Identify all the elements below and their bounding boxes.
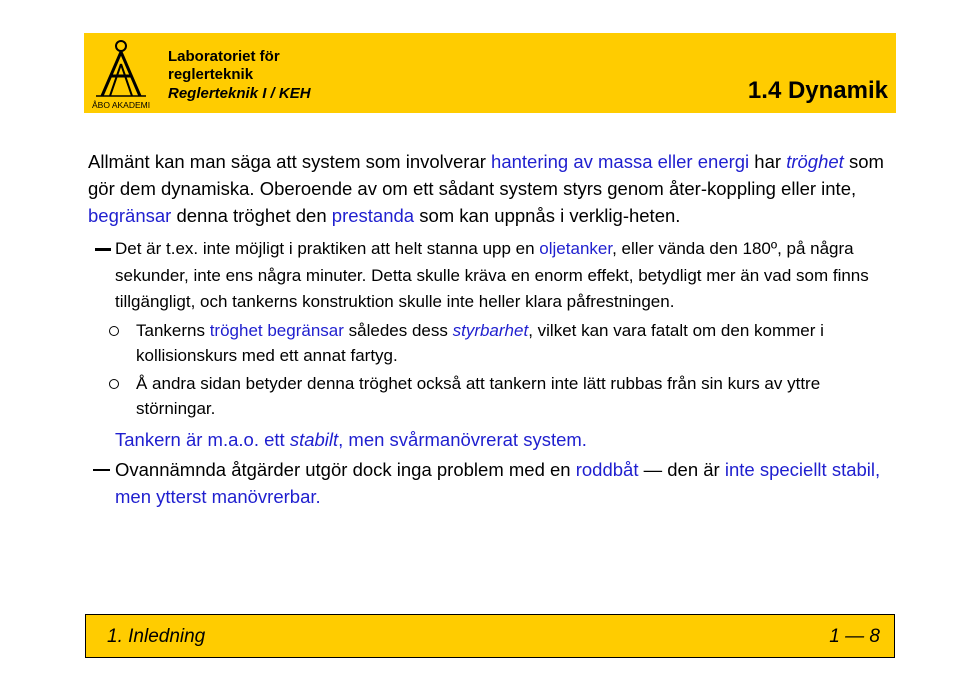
slide-header	[84, 33, 896, 113]
bullet-marker	[109, 326, 119, 336]
bullet-marker	[109, 379, 119, 389]
lab-title-line1: Laboratoriet för	[168, 48, 280, 65]
final-item: Ovannämnda åtgärder utgör dock inga problem med en roddbåt — den är inte speciellt stabil, men ytterst manövrerbar.	[88, 456, 898, 510]
course-name: Reglerteknik I / KEH	[168, 85, 311, 102]
example-item: Det är t.ex. inte möjligt i praktiken att helt stanna upp en oljetanker, eller vända den 180º, på några sekunder, inte ens några minuter. Detta skulle kräva en enorm effekt, betydligt mer än vad som finns tillgängligt, och tankerns konstruktion skulle inte heller klara påfrestningen.	[88, 236, 898, 316]
section-title: 1.4 Dynamik	[747, 77, 888, 104]
abo-akademi-logo	[90, 36, 160, 112]
dash-marker	[93, 469, 110, 472]
lab-title	[168, 48, 280, 84]
dash-marker	[95, 248, 111, 251]
logo-text: ÅBO AKADEMI	[92, 100, 151, 110]
lab-title-line2: reglerteknik	[168, 66, 254, 83]
page-number: 1 — 8	[829, 626, 880, 647]
conclusion-line: Tankern är m.a.o. ett stabilt, men svårmanövrerat system.	[115, 428, 587, 450]
intro-paragraph: Allmänt kan man säga att system som involverar hantering av massa eller energi har tröghet som gör dem dynamiska. Oberoende av om ett sådant system styrs genom åter-koppling eller inte, begränsar denna tröghet den prestanda som kan uppnås i verklig-heten.	[88, 151, 884, 226]
bullet-item-controllability: Tankerns tröghet begränsar således dess styrbarhet, vilket kan vara fatalt om den kommer i kollisionskurs med ett annat fartyg.	[88, 318, 898, 369]
bullet-item-disturbances: Å andra sidan betyder denna tröghet också att tankern inte lätt rubbas från sin kurs av yttre störningar.	[88, 371, 898, 422]
slide-footer	[85, 614, 895, 658]
slide-content	[88, 148, 898, 510]
chapter-label: 1. Inledning	[107, 626, 206, 647]
